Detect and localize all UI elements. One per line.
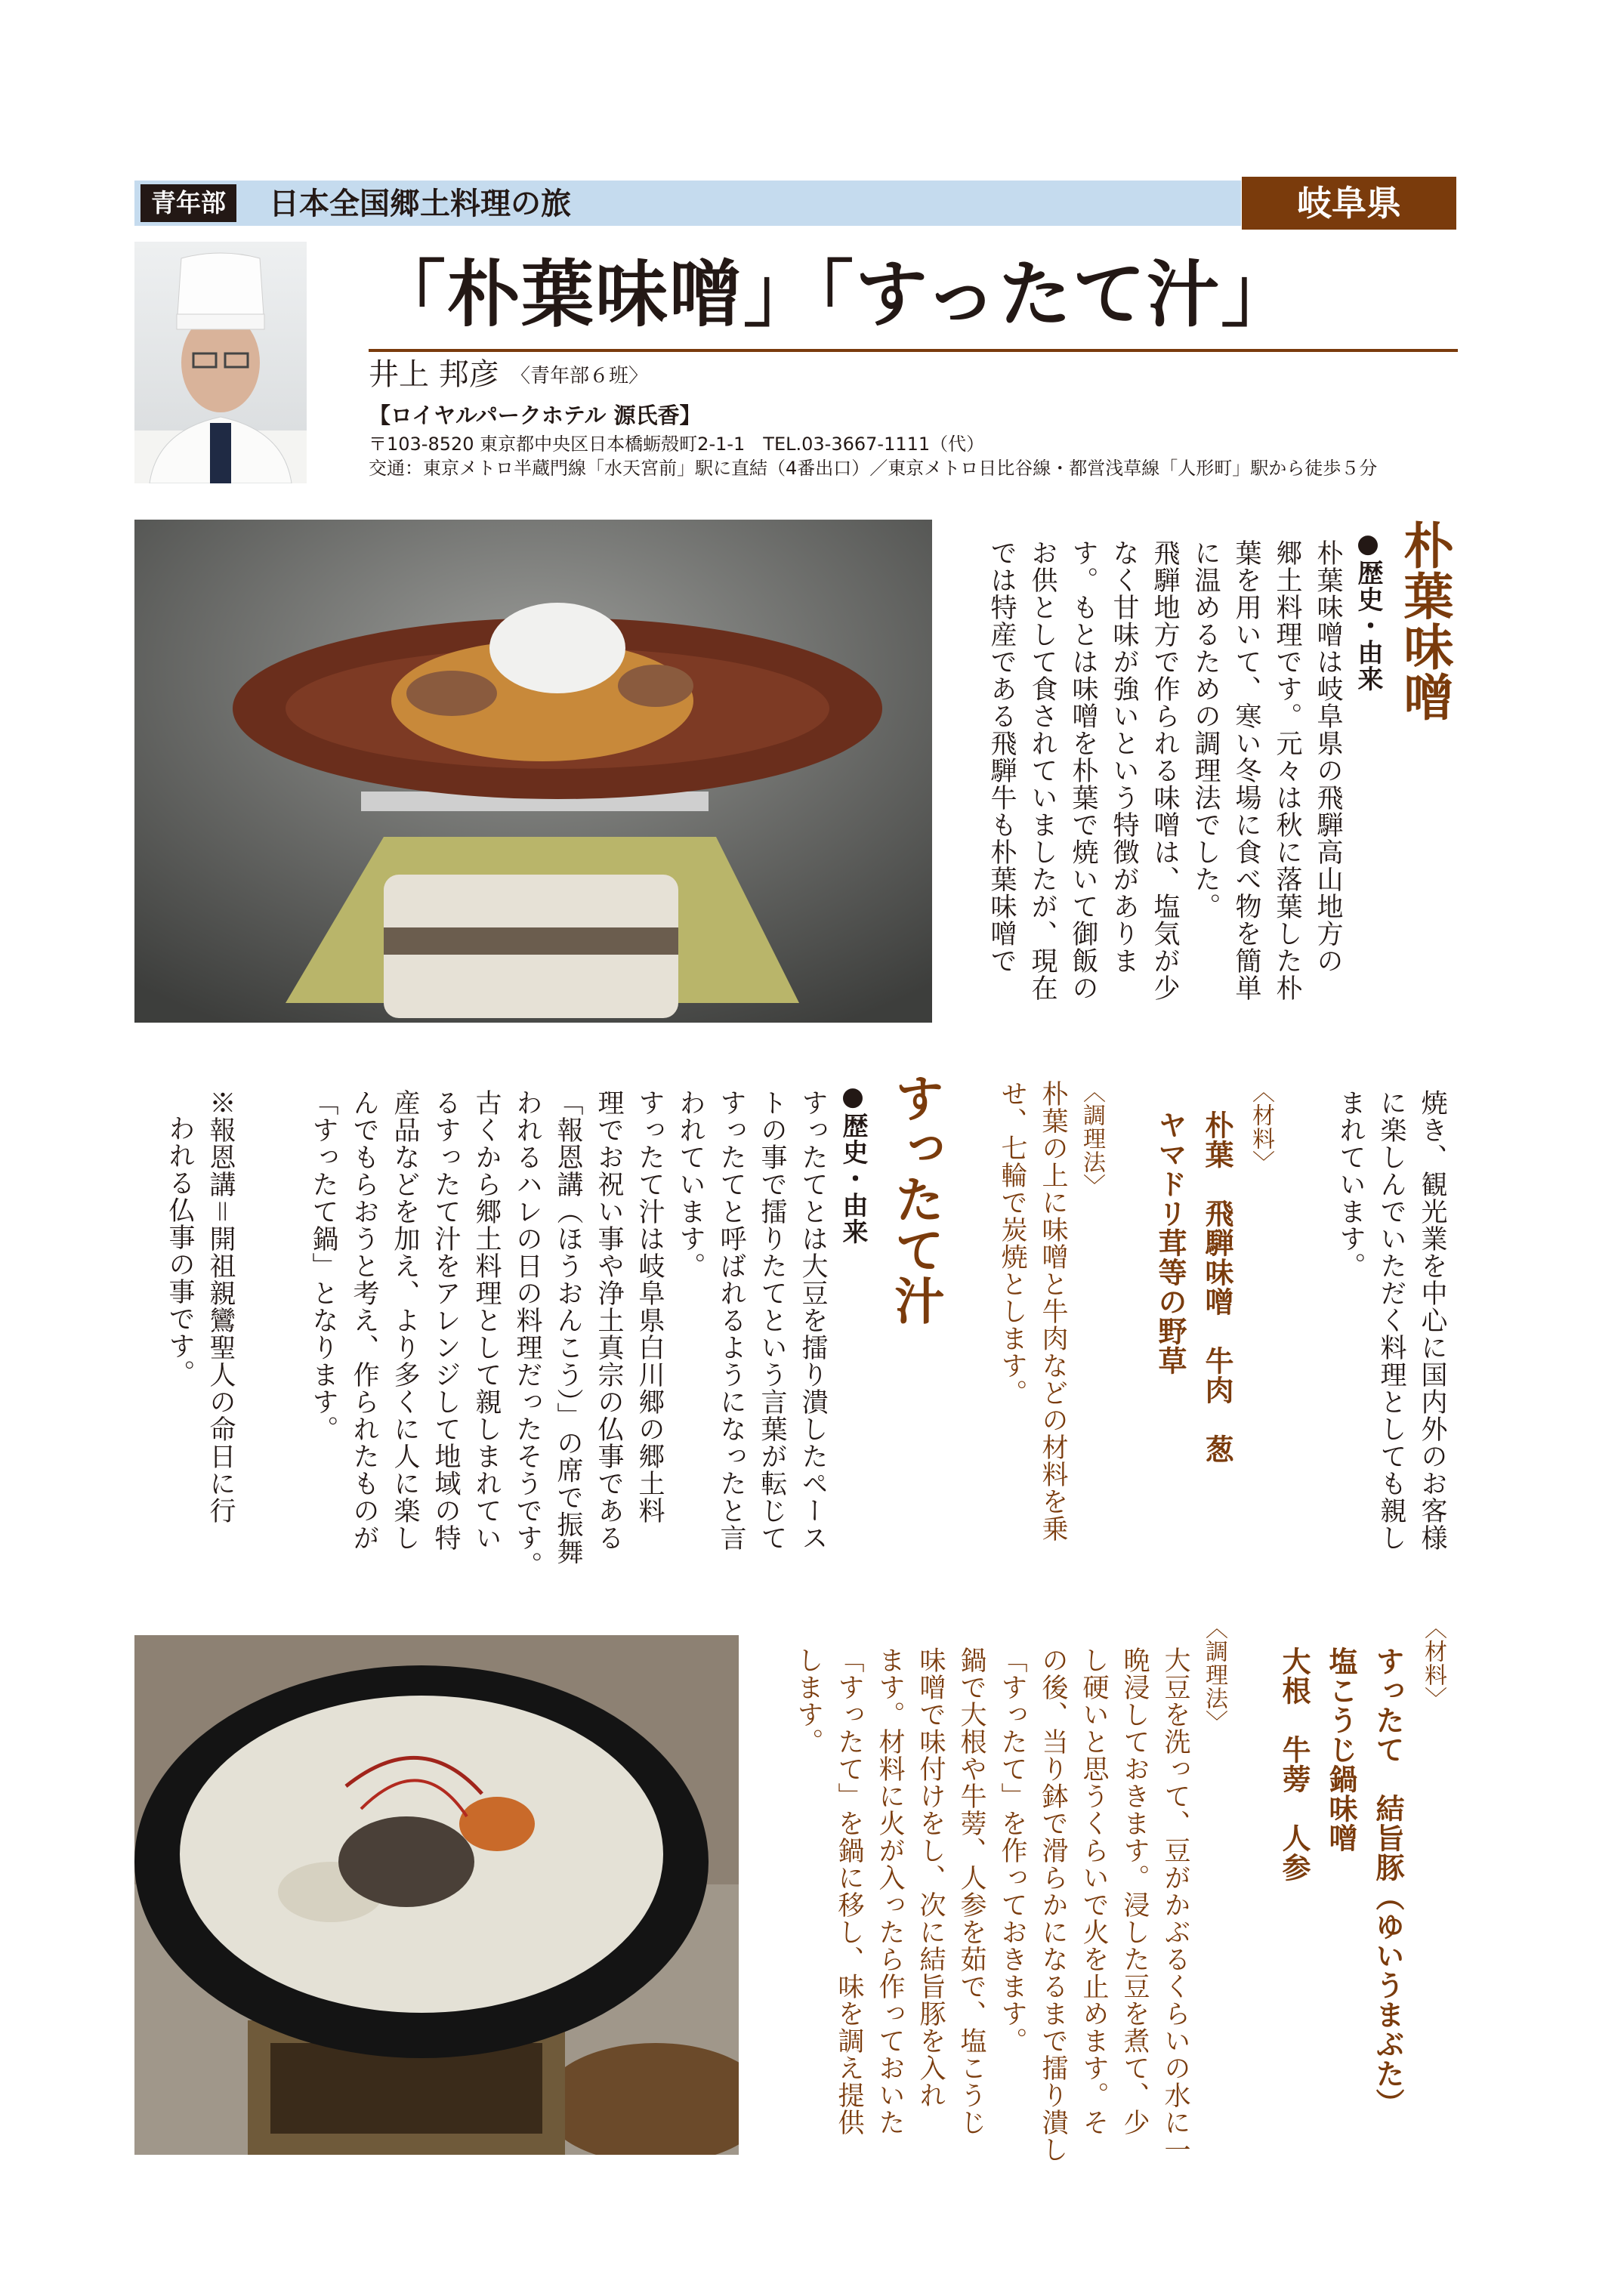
suttate-note-line: ※報恩講＝開祖親鸞聖人の命日に行: [205, 1089, 236, 1524]
hoba-history-line: なく甘味が強いという特徴がありま: [1109, 539, 1139, 974]
suttate-nabe-photo: [134, 1635, 739, 2155]
suttate-method-line: します。: [793, 1646, 823, 1755]
suttate-history-line: 「報恩講（ほうおんこう）」の席で振舞: [553, 1089, 583, 1566]
author-group: 〈青年部６班〉: [511, 365, 649, 387]
page-title: 「朴葉味噌」「すったて汁」: [373, 252, 1295, 337]
suttate-heading: すったて汁: [886, 1072, 944, 1325]
suttate-method-line: 鍋で大根や牛蒡、人参を茹で、塩こうじ: [956, 1646, 986, 2136]
hoba-history-line: 朴葉味噌は岐阜県の飛騨高山地方の: [1313, 539, 1343, 974]
restaurant-access: 交通：東京メトロ半蔵門線「水天宮前」駅に直結（4番出口）／東京メトロ日比谷線・都営浅草線「人形町」駅から徒歩５分: [369, 458, 1378, 479]
suttate-history-line: トの事で擂りたてという言葉が転じて: [757, 1089, 787, 1551]
suttate-history-line: すったてと呼ばれるようになったと言: [716, 1089, 746, 1551]
hoba-ingredients-label: 〈材料〉: [1248, 1080, 1274, 1174]
hoba-miso-photo: [134, 520, 932, 1023]
section-badge: 青年部: [140, 184, 236, 222]
suttate-method-label: 〈調理法〉: [1201, 1616, 1227, 1733]
suttate-method-line: 大豆を洗って、豆がかぶるくらいの水に一: [1160, 1646, 1190, 2163]
suttate-history-line: るすったて汁をアレンジして地域の特: [431, 1089, 461, 1551]
suttate-history-line: 古くから郷土料理として親しまれてい: [471, 1089, 502, 1551]
title-rule: [369, 349, 1458, 352]
hoba-history-line: まれています。: [1335, 1089, 1366, 1279]
suttate-method-line: 味噌で味付けをし、次に結旨豚を入れ: [915, 1646, 946, 2109]
suttate-method-line: 晩浸しておきます。浸した豆を煮て、少: [1119, 1646, 1150, 2136]
hoba-history-line: 焼き、観光業を中心に国内外のお客様: [1417, 1089, 1447, 1551]
suttate-method-line: ます。材料に火が入ったら作っておいた: [875, 1646, 905, 2136]
suttate-method-line: の後、当り鉢で滑らかになるまで擂り潰し: [1038, 1646, 1068, 2163]
hoba-ingredient-line: 朴葉 飛騨味噌 牛肉 葱: [1200, 1110, 1233, 1464]
hoba-method-line: せ、七輪で炭焼とします。: [997, 1080, 1027, 1406]
hoba-ingredient-line: ヤマドリ茸等の野草: [1153, 1110, 1187, 1375]
series-title: 日本全国郷土料理の旅: [269, 187, 571, 221]
suttate-ingredient-line: 大根 牛蒡 人参: [1277, 1646, 1311, 1882]
hoba-history-line: では特産である飛騨牛も朴葉味噌で: [986, 539, 1017, 974]
hoba-method-line: 朴葉の上に味噌と牛肉などの材料を乗: [1038, 1080, 1068, 1542]
suttate-ingredient-line: すったて 結旨豚（ゆいうまぶた）: [1371, 1646, 1404, 2118]
hoba-miso-history-label: ●歴史・由来: [1353, 529, 1383, 692]
suttate-history-label: ●歴史・由来: [838, 1082, 868, 1245]
suttate-history-line: われるハレの日の料理だったそうです。: [512, 1089, 542, 1579]
suttate-method-line: 「すったて」を鍋に移し、味を調え提供: [834, 1646, 864, 2136]
suttate-history-line: 産品などを加え、より多くに人に楽し: [390, 1089, 420, 1551]
suttate-history-line: 「すったて鍋」となります。: [308, 1089, 338, 1443]
author-name: 井上 邦彦: [369, 357, 499, 392]
suttate-history-line: われています。: [675, 1089, 705, 1279]
hoba-miso-heading: 朴葉味噌: [1395, 520, 1453, 722]
restaurant-name: 【ロイヤルパークホテル 源氏香】: [369, 403, 702, 428]
hoba-history-line: お供として食されていましたが、現在: [1027, 539, 1057, 1001]
hoba-history-line: に楽しんでいただく料理としても親し: [1376, 1089, 1406, 1551]
chef-portrait: [134, 242, 307, 483]
suttate-ingredient-line: 塩こうじ鍋味噌: [1324, 1646, 1357, 1853]
hoba-history-line: 飛騨地方で作られる味噌は、塩気が少: [1150, 539, 1180, 1001]
suttate-ingredients-label: 〈材料〉: [1420, 1616, 1446, 1710]
suttate-history-line: 理でお祝い事や浄土真宗の仏事である: [594, 1089, 624, 1551]
suttate-history-line: すったてとは大豆を擂り潰したペース: [798, 1089, 828, 1551]
suttate-history-line: んでもらおうと考え、作られたものが: [349, 1089, 379, 1551]
suttate-note-line: われる仏事の事です。: [165, 1115, 195, 1387]
suttate-history-line: すったて汁は岐阜県白川郷の郷土料: [634, 1089, 665, 1524]
hoba-history-line: 葉を用いて、寒い冬場に食べ物を簡単: [1231, 539, 1261, 1001]
hoba-history-line: 郷土料理です。元々は秋に落葉した朴: [1272, 539, 1302, 1001]
hoba-method-label: 〈調理法〉: [1079, 1080, 1105, 1197]
suttate-method-line: し硬いと思うくらいで火を止めます。そ: [1079, 1646, 1109, 2136]
hoba-history-line: に温めるための調理法でした。: [1190, 539, 1221, 920]
suttate-method-line: 「すったて」を作っておきます。: [997, 1646, 1027, 2054]
prefecture-badge: 岐阜県: [1242, 177, 1456, 230]
restaurant-address: 〒103-8520 東京都中央区日本橋蛎殻町2-1-1 TEL.03-3667-1111（代）: [369, 434, 985, 455]
hoba-history-line: す。もとは味噌を朴葉で焼いて御飯の: [1068, 539, 1098, 1001]
